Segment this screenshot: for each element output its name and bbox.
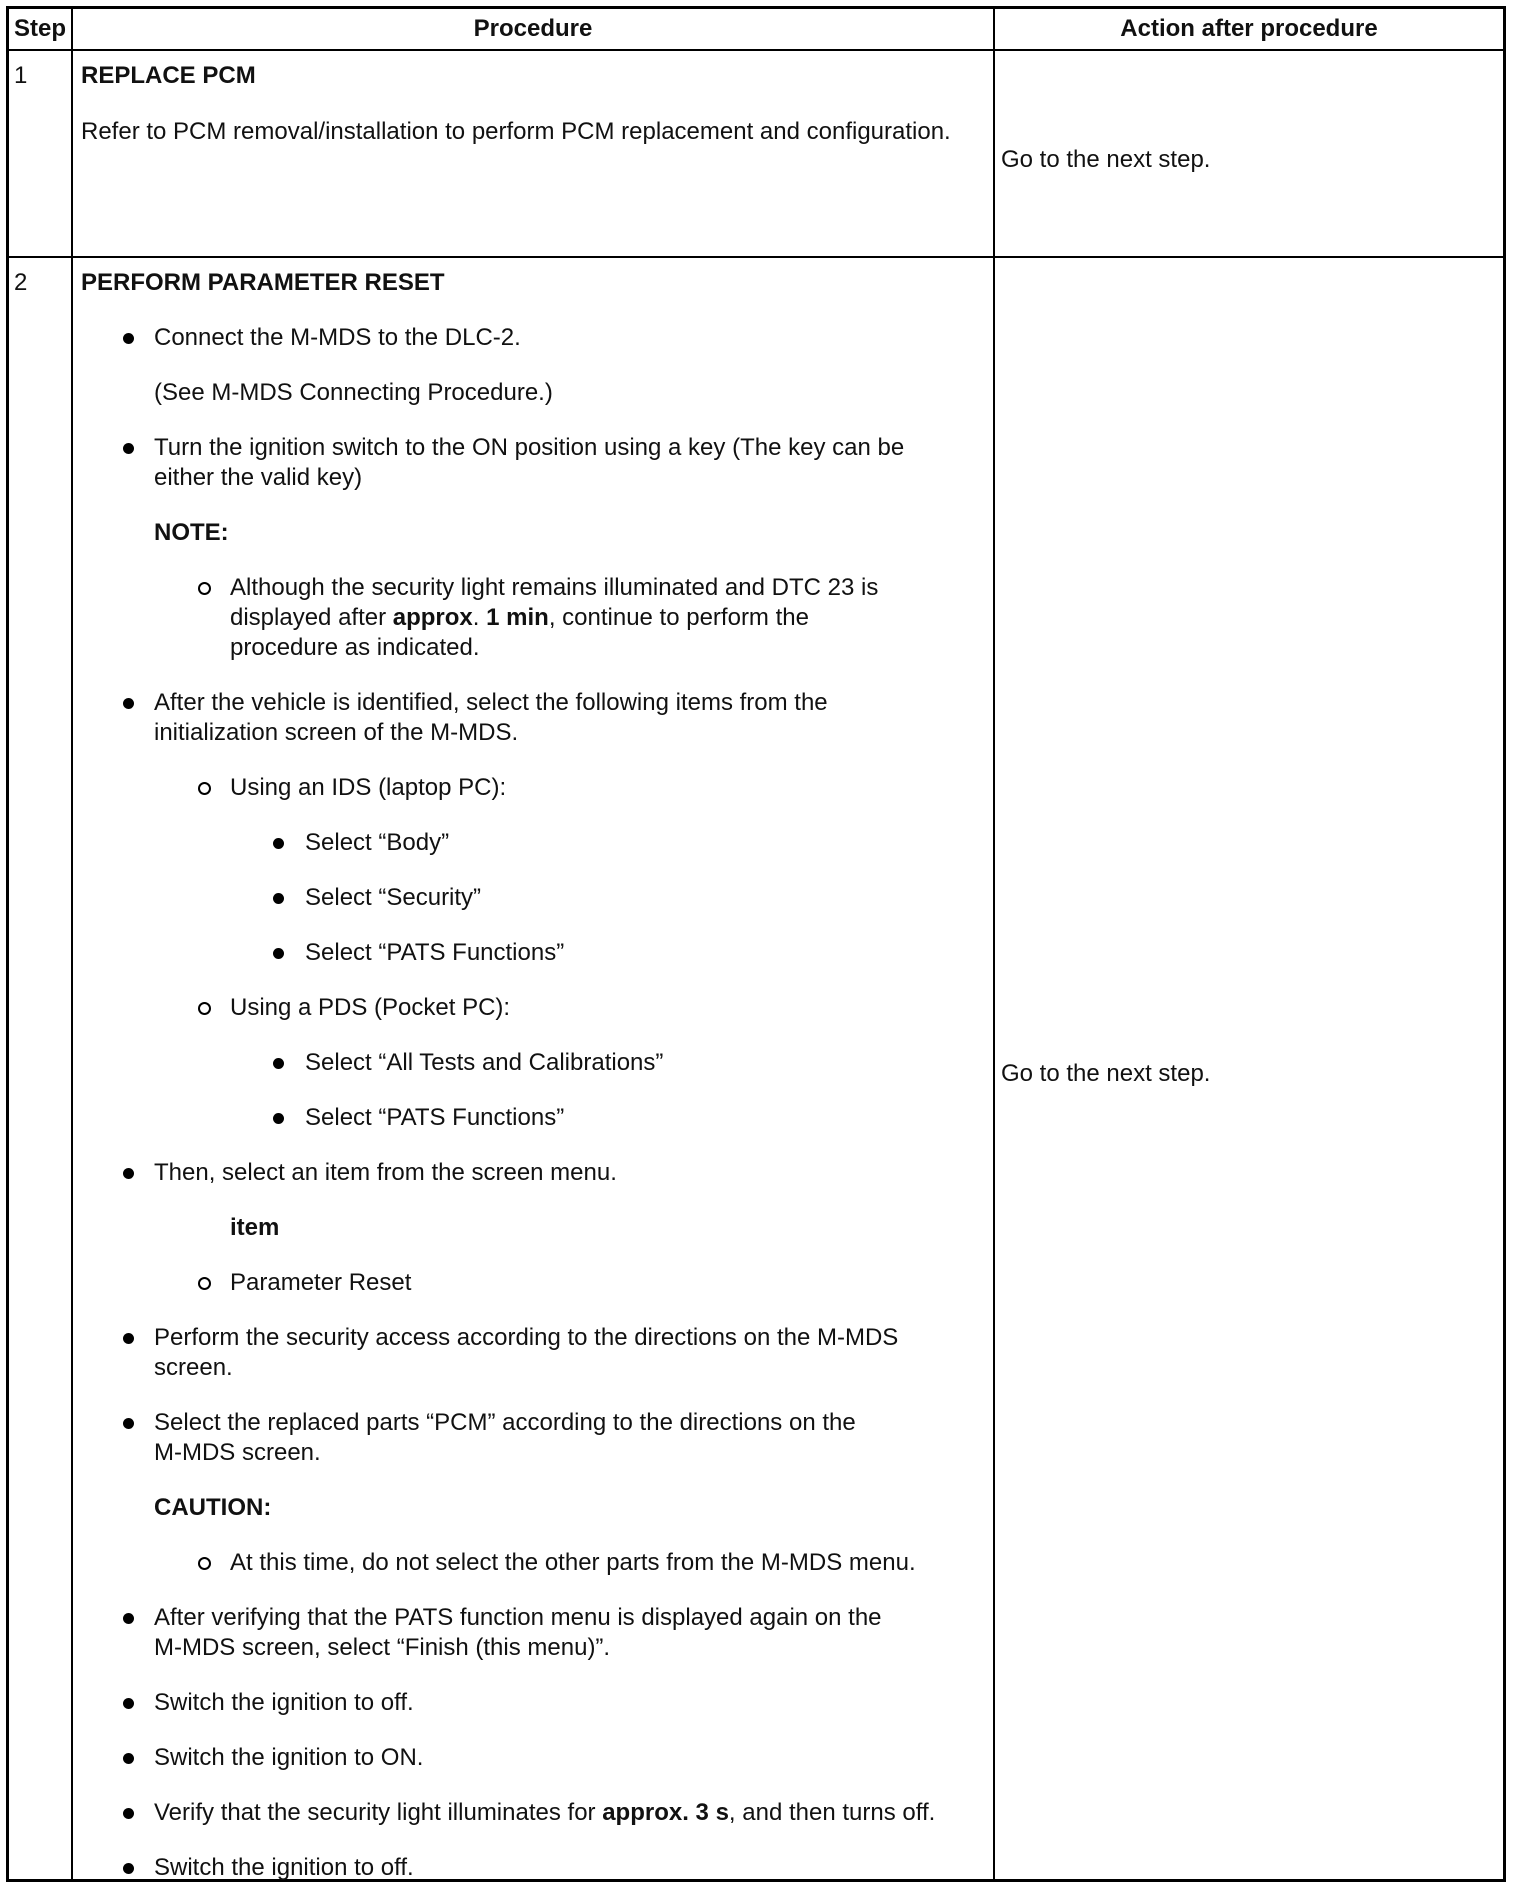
- circle-bullet-icon: [198, 582, 211, 595]
- action-text: Go to the next step.: [1001, 146, 1211, 173]
- list-item-note: (See M-MDS Connecting Procedure.): [154, 379, 553, 406]
- bullet-icon: [123, 1168, 134, 1179]
- column-divider: [71, 9, 73, 1879]
- bullet-icon: [273, 948, 284, 959]
- note-item: Although the security light remains illuminated and DTC 23 is: [230, 574, 879, 601]
- bullet-icon: [273, 1058, 284, 1069]
- bullet-icon: [123, 1863, 134, 1874]
- list-item-continued: M-MDS screen.: [154, 1439, 321, 1466]
- list-item-continued: screen.: [154, 1354, 233, 1381]
- row-divider: [9, 256, 1503, 258]
- circle-bullet-icon: [198, 1557, 211, 1570]
- list-item: After verifying that the PATS function menu is displayed again on the: [154, 1604, 882, 1631]
- step-number: 1: [14, 62, 28, 89]
- list-item: Turn the ignition switch to the ON position using a key (The key can be: [154, 434, 905, 461]
- list-item: Perform the security access according to the directions on the M-MDS: [154, 1324, 899, 1351]
- header-procedure: Procedure: [473, 15, 593, 42]
- circle-bullet-icon: [198, 782, 211, 795]
- list-item: Switch the ignition to off.: [154, 1689, 414, 1716]
- note-item-continued: displayed after approx. 1 min, continue to perform the: [230, 604, 809, 631]
- circle-bullet-icon: [198, 1277, 211, 1290]
- procedure-table: [6, 6, 1506, 1882]
- list-item: Then, select an item from the screen menu.: [154, 1159, 617, 1186]
- sub-sub-item: Select “PATS Functions”: [305, 939, 565, 966]
- sub-sub-item: Select “All Tests and Calibrations”: [305, 1049, 664, 1076]
- note-label: NOTE:: [154, 519, 229, 546]
- sub-item: Using a PDS (Pocket PC):: [230, 994, 511, 1021]
- step-number: 2: [14, 269, 28, 296]
- bullet-icon: [123, 698, 134, 709]
- list-item-continued: M-MDS screen, select “Finish (this menu)”.: [154, 1634, 611, 1661]
- bullet-icon: [123, 1753, 134, 1764]
- sub-item: Parameter Reset: [230, 1269, 412, 1296]
- step-title: PERFORM PARAMETER RESET: [81, 269, 445, 296]
- item-label: item: [230, 1214, 280, 1241]
- bullet-icon: [273, 893, 284, 904]
- bullet-icon: [123, 1333, 134, 1344]
- sub-sub-item: Select “Security”: [305, 884, 482, 911]
- list-item-continued: initialization screen of the M-MDS.: [154, 719, 519, 746]
- bullet-icon: [273, 838, 284, 849]
- header-step: Step: [13, 15, 66, 42]
- bullet-icon: [123, 1613, 134, 1624]
- bullet-icon: [123, 1418, 134, 1429]
- bullet-icon: [123, 1698, 134, 1709]
- action-text: Go to the next step.: [1001, 1060, 1211, 1087]
- row-divider: [9, 49, 1503, 51]
- list-item: Switch the ignition to off.: [154, 1854, 414, 1881]
- note-item-continued: procedure as indicated.: [230, 634, 480, 661]
- list-item: Switch the ignition to ON.: [154, 1744, 424, 1771]
- header-action: Action after procedure: [1120, 15, 1378, 42]
- bullet-icon: [123, 1808, 134, 1819]
- circle-bullet-icon: [198, 1002, 211, 1015]
- column-divider: [993, 9, 995, 1879]
- caution-label: CAUTION:: [154, 1494, 272, 1521]
- step-title: REPLACE PCM: [81, 62, 256, 89]
- bullet-icon: [123, 333, 134, 344]
- caution-item: At this time, do not select the other parts from the M-MDS menu.: [230, 1549, 916, 1576]
- bullet-icon: [273, 1113, 284, 1124]
- step-text: Refer to PCM removal/installation to perform PCM replacement and configuration.: [81, 118, 951, 145]
- sub-item: Using an IDS (laptop PC):: [230, 774, 507, 801]
- sub-sub-item: Select “Body”: [305, 829, 450, 856]
- list-item-continued: either the valid key): [154, 464, 363, 491]
- list-item: Connect the M-MDS to the DLC-2.: [154, 324, 521, 351]
- list-item: Verify that the security light illuminates for approx. 3 s, and then turns off.: [154, 1799, 936, 1826]
- list-item: Select the replaced parts “PCM” according to the directions on the: [154, 1409, 856, 1436]
- bullet-icon: [123, 443, 134, 454]
- sub-sub-item: Select “PATS Functions”: [305, 1104, 565, 1131]
- list-item: After the vehicle is identified, select the following items from the: [154, 689, 828, 716]
